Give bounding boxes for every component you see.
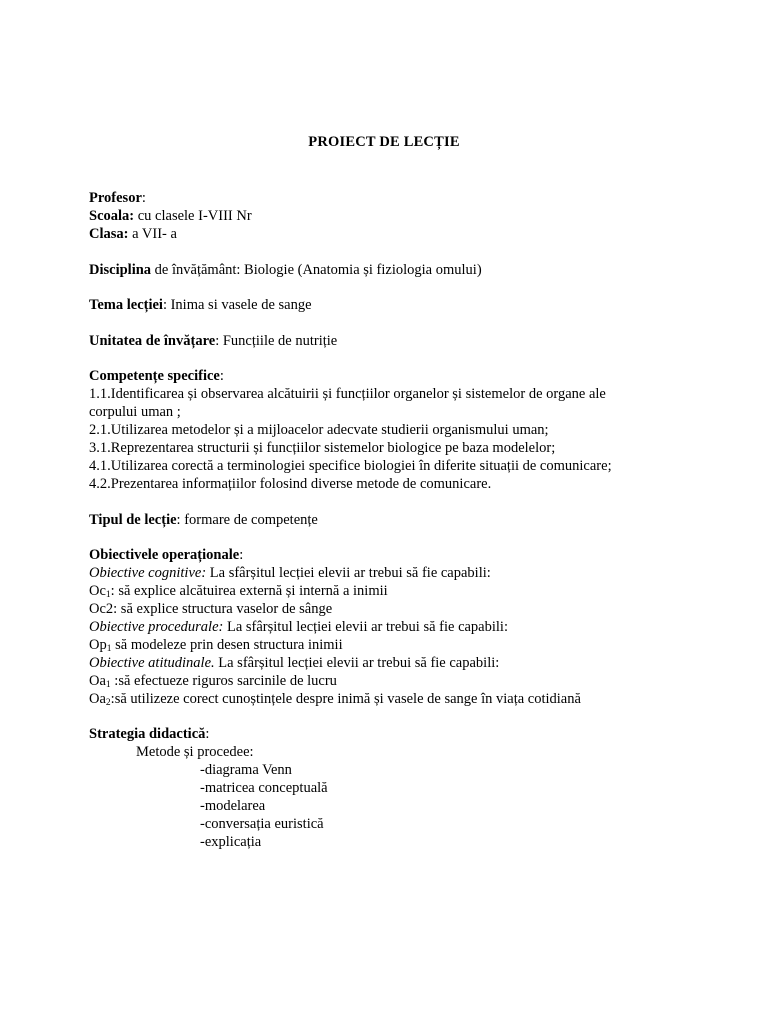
profesor-label: Profesor <box>89 190 142 206</box>
obiective-cognitive-label: Obiective cognitive: <box>89 565 207 581</box>
disciplina-line <box>89 261 482 279</box>
obiective-atitudinale-label: Obiective atitudinale. <box>89 655 215 671</box>
page-title: PROIECT DE LECȚIE <box>308 134 460 150</box>
oa2-line: $Oa_2:să$ utilizeze corect cunoștințele despre inimă și vasele de sange în viața cotidiană <box>89 691 581 708</box>
unitatea-value: : Funcțiile de nutriție <box>215 333 338 349</box>
tema-value: : Inima si vasele de sange <box>162 297 312 313</box>
obiective-atitudinale-line: Obiective atitudinale. La sfârșitul lecției elevii ar trebui să fie capabili: <box>89 655 500 671</box>
obiective-cognitive-line: Obiective cognitive: La sfârșitul lecției elevii ar trebui să fie capabili: <box>89 565 491 581</box>
metoda-item: -diagrama Venn <box>200 762 292 778</box>
tipul-label: Tipul de lecție <box>89 512 177 528</box>
unitatea-line <box>89 332 337 350</box>
op1-line: $Op_1$ să modeleze prin desen structura inimii <box>89 637 343 654</box>
scoala-value: cu clasele I-VIII Nr <box>134 208 252 224</box>
oc2-line: Oc2: să explice structura vaselor de sânge <box>89 601 333 617</box>
competenta-item: 3.1.Reprezentarea structurii și funcțiilor sistemelor biologice pe baza modelelor; <box>89 440 556 456</box>
disciplina-label: Disciplina <box>89 262 152 278</box>
clasa-label: Clasa: <box>89 226 129 242</box>
metoda-item: -matricea conceptuală <box>200 780 328 796</box>
oc1-line: $Oc_1$: să explice alcătuirea externă și internă a inimii <box>89 583 388 600</box>
tema-label: Tema lecției <box>89 297 163 313</box>
tipul-value: : formare de competențe <box>176 512 318 528</box>
clasa-value: a VII- a <box>128 226 177 242</box>
obiective-heading: Obiectivele operaționale: <box>89 547 244 563</box>
obiective-label: Obiectivele operaționale <box>89 547 240 563</box>
metode-label: Metode și procedee: <box>136 744 254 760</box>
tipul-line <box>89 511 318 529</box>
profesor-line: Profesor: <box>89 190 146 206</box>
metoda-item: -conversația euristică <box>200 816 324 832</box>
strategia-heading: Strategia didactică: <box>89 726 210 742</box>
scoala-label: Scoala: <box>89 208 135 224</box>
obiective-procedurale-label: Obiective procedurale: <box>89 619 224 635</box>
competenta-item: corpului uman ; <box>89 404 181 420</box>
metoda-item: -modelarea <box>200 798 266 814</box>
competenta-item: 4.1.Utilizarea corectă a terminologiei specifice biologiei în diferite situații de comunicare; <box>89 458 612 474</box>
scoala-line <box>89 207 252 225</box>
unitatea-label: Unitatea de învățare <box>89 333 216 349</box>
obiective-procedurale-line: Obiective procedurale: La sfârșitul lecției elevii ar trebui să fie capabili: <box>89 619 508 635</box>
competente-heading: Competențe specifice: <box>89 368 224 384</box>
oa1-line: $Oa_1$ :să efectueze riguros sarcinile de lucru <box>89 673 337 690</box>
disciplina-value: de învățământ: Biologie (Anatomia și fiziologia omului) <box>151 262 482 278</box>
clasa-line <box>89 225 177 243</box>
metoda-item: -explicația <box>200 834 262 850</box>
competenta-item: 4.2.Prezentarea informațiilor folosind diverse metode de comunicare. <box>89 476 492 492</box>
competente-label: Competențe specifice <box>89 368 220 384</box>
competenta-item: 1.1.Identificarea și observarea alcătuirii și funcțiilor organelor și sistemelor de organe ale <box>89 386 606 402</box>
competenta-item: 2.1.Utilizarea metodelor și a mijloacelor adecvate studierii organismului uman; <box>89 422 549 438</box>
strategia-label: Strategia didactică <box>89 726 206 742</box>
tema-line <box>89 296 312 314</box>
